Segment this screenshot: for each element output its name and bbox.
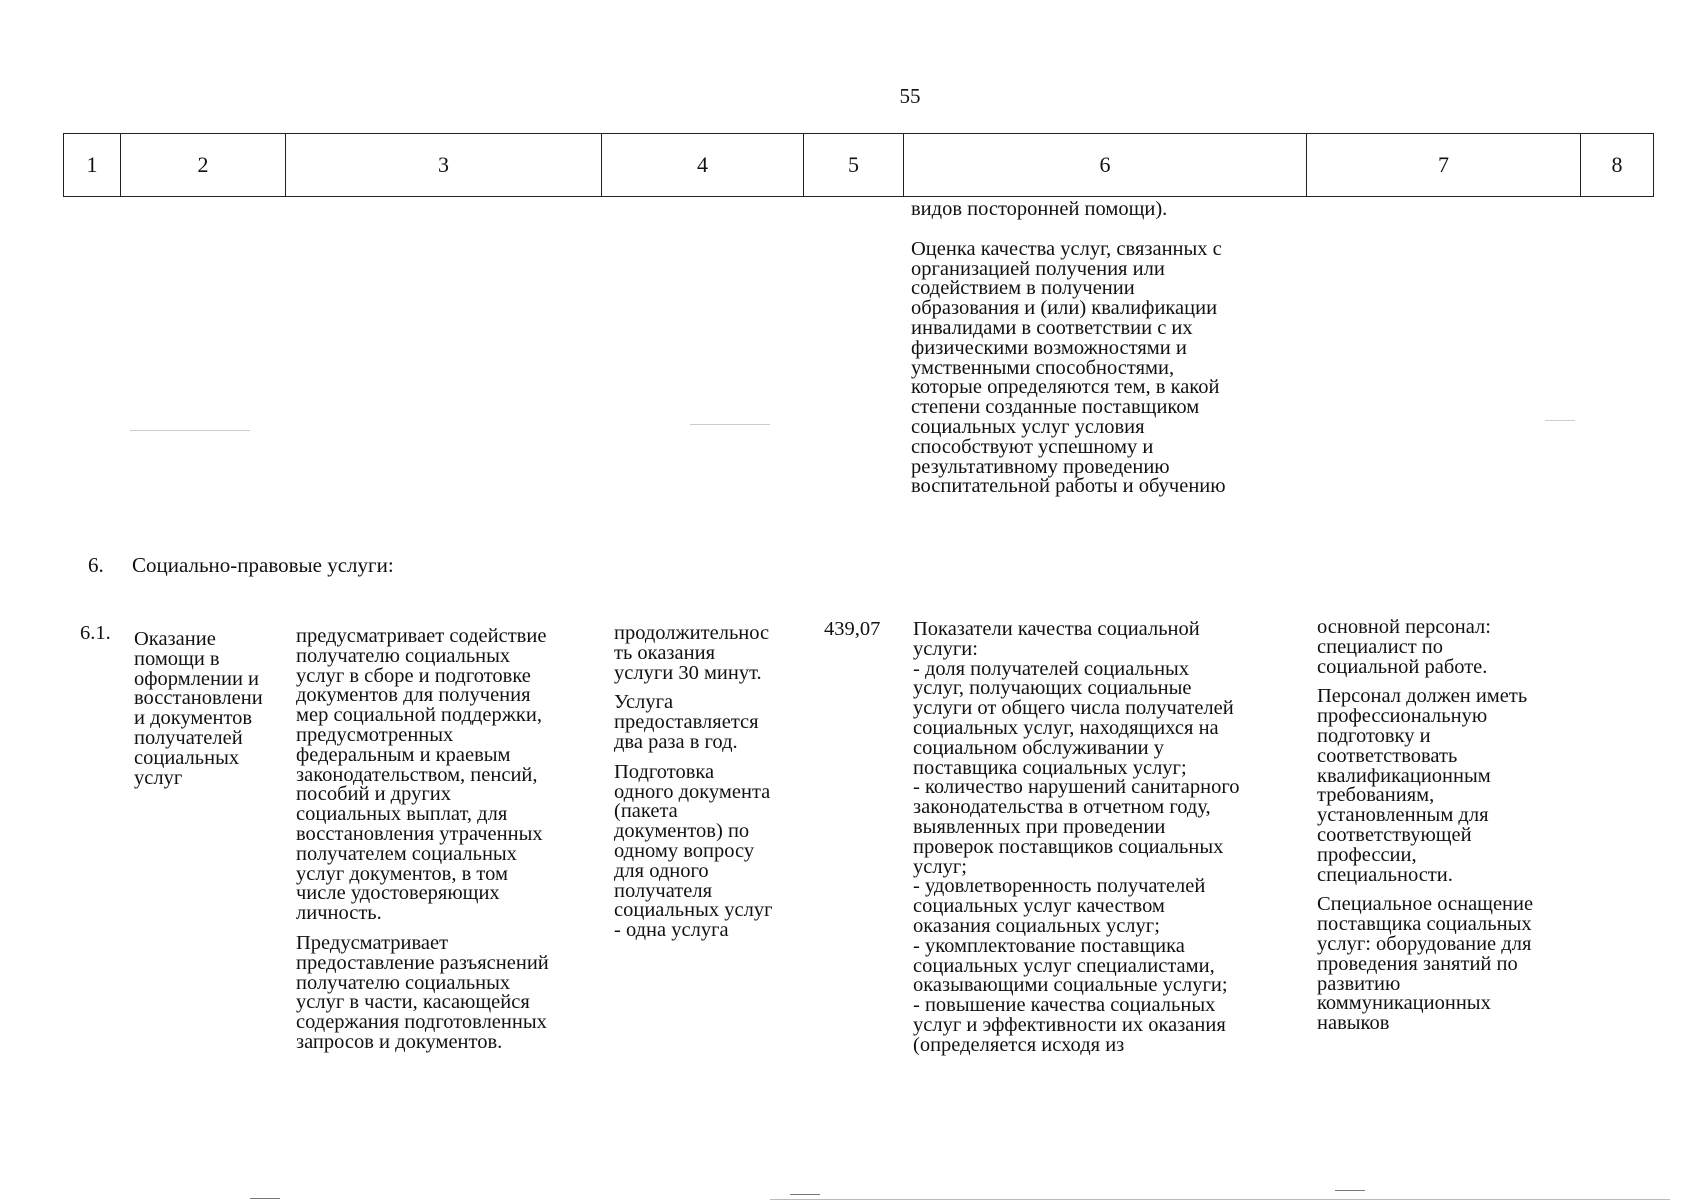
section-heading <box>88 553 394 578</box>
scan-speck <box>130 430 250 431</box>
scan-speck <box>1335 1190 1365 1191</box>
staff-requirements-p2: Персонал должен иметь профессиональную подготовку и соответствовать квалификационным требованиям, установленным для соответствующей профессии, специальности. <box>1317 685 1528 886</box>
tariff-value <box>824 620 904 650</box>
page-number: 55 <box>899 84 921 108</box>
continued-quality-text <box>911 200 1341 505</box>
service-description-p1: предусматривает содействие получателю социальных услуг в сборе и подготовке документов для получения мер социальной поддержки, предусмотренных федеральным и краевым законодательством, пенсий, пособий и других социальных выплат, для восстановления утраченных получателем социальных услуг документов, в том числе удостоверяющих личность. <box>296 625 547 925</box>
column-header-6: 6 <box>904 134 1307 197</box>
service-volume-p1: продолжительнос ть оказания услуги 30 минут. <box>614 622 770 684</box>
quality-assessment-paragraph: Оценка качества услуг, связанных с организацией получения или содействием в получении образования и (или) квалификации инвалидами в соответствии с их физическими возможностями и умственными способностями, которые определяются тем, в какой степени созданные поставщиком социальных услуг условия способствуют успешному и результативному проведению воспитательной работы и обучению <box>911 237 1226 498</box>
service-name-text: Оказание помощи в оформлении и восстановлени и документов получателей социальных услуг <box>134 628 263 789</box>
row-number <box>80 624 130 654</box>
scan-speck <box>250 1198 280 1199</box>
service-name <box>134 630 294 798</box>
column-header-8: 8 <box>1581 134 1654 197</box>
service-volume-p2: Услуга предоставляется два раза в год. <box>614 691 759 753</box>
row-number-text: 6.1. <box>80 622 111 644</box>
scan-speck <box>790 1194 820 1195</box>
scan-speck <box>1545 420 1575 421</box>
section-title: Социально-правовые услуги: <box>132 553 394 577</box>
section-number: 6. <box>88 553 104 577</box>
column-header-7: 7 <box>1307 134 1581 197</box>
column-header-2: 2 <box>121 134 286 197</box>
service-volume <box>614 624 819 951</box>
staff-requirements-p3: Специальное оснащение поставщика социальных услуг: оборудование для проведения занятий по развитию коммуникационных навыков <box>1317 893 1534 1035</box>
service-description-p2: Предусматривает предоставление разъяснений получателю социальных услуг в части, касающейся содержания подготовленных запросов и документов. <box>296 931 549 1053</box>
column-header-4: 4 <box>602 134 804 197</box>
staff-requirements-p1: основной персонал: специалист по социальной работе. <box>1317 616 1491 678</box>
service-volume-p3: Подготовка одного документа (пакета документов) по одному вопросу для одного получателя социальных услуг - одна услуга <box>614 760 773 942</box>
service-description <box>296 627 606 1063</box>
staff-requirements <box>1317 618 1597 1044</box>
column-header-5: 5 <box>804 134 904 197</box>
scan-speck <box>690 424 770 425</box>
column-number-header <box>63 133 1654 197</box>
quality-indicators <box>913 620 1323 1066</box>
continued-line: видов посторонней помощи). <box>911 198 1168 220</box>
column-header-1: 1 <box>64 134 121 197</box>
quality-indicators-text: Показатели качества социальной услуги: - доля получателей социальных услуг, получающих социальные услуги от общего числа получателей социальных услуг, находящихся на социальном обслуживании у поставщика социальных услуг; - количество нарушений санитарного законодательства в отчетном году, выявленных при проведении проверок поставщиков социальных услуг; - удовлетворенность получателей социальных услуг качеством оказания социальных услуг; - укомплектование поставщика социальных услуг специалистами, оказывающими социальные услуги; - повышение качества социальных услуг и эффективности их оказания (определяется исходя из <box>913 618 1240 1056</box>
tariff-value-text: 439,07 <box>824 618 881 640</box>
column-header-3: 3 <box>286 134 602 197</box>
